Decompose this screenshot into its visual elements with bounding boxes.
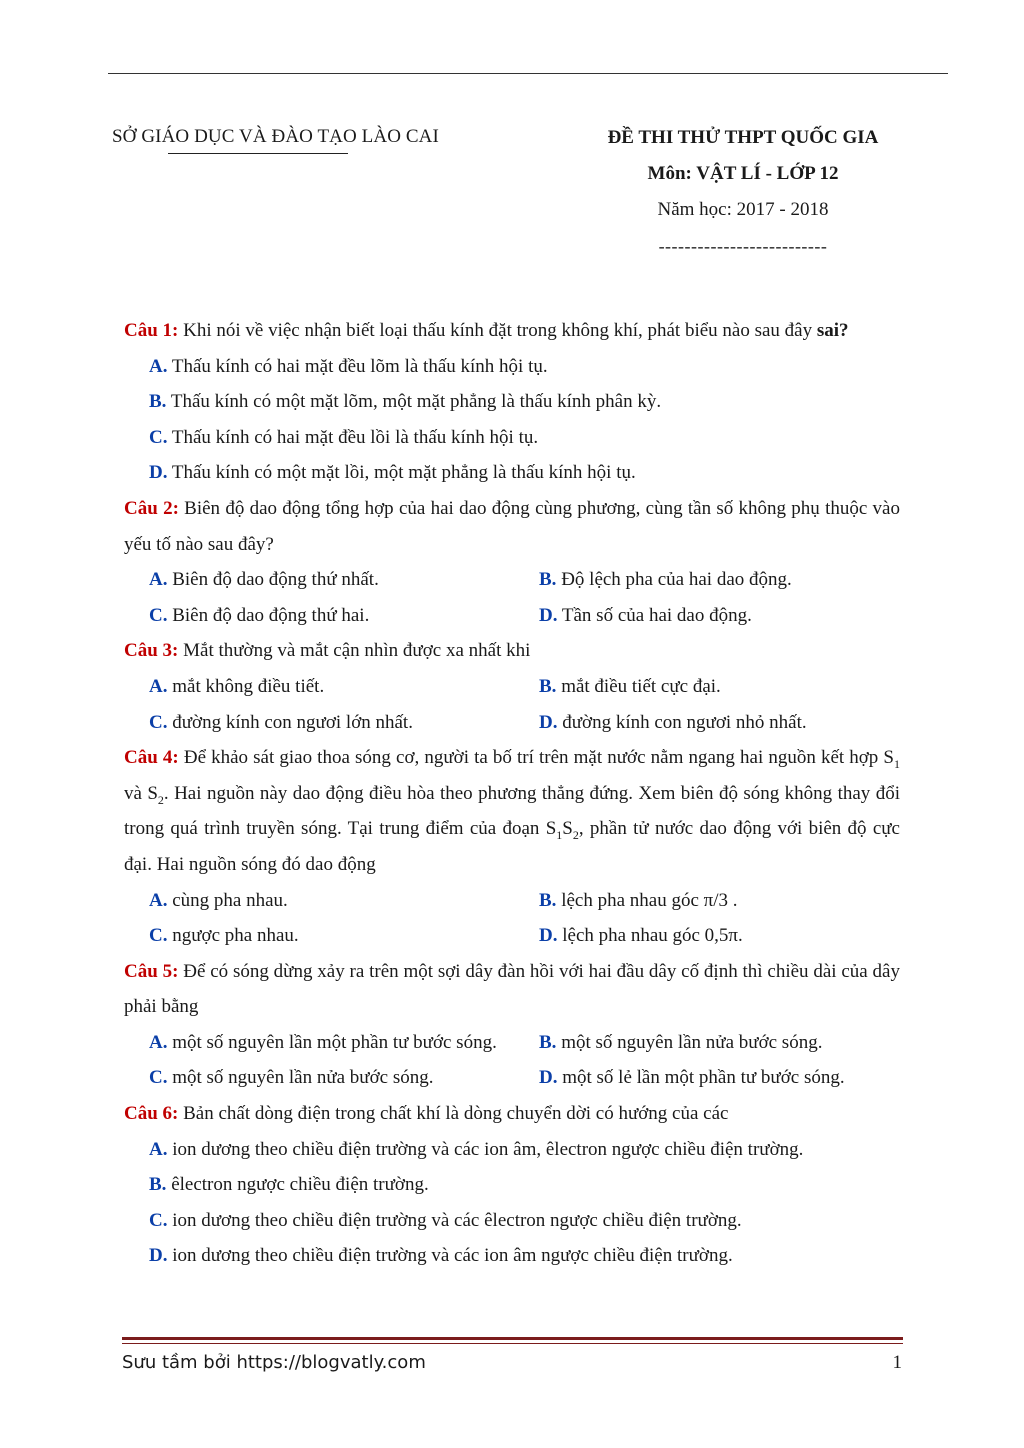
option-label: B. — [149, 1174, 167, 1196]
option-text: Thấu kính có hai mặt đều lõm là thấu kính hội tụ. — [167, 355, 548, 377]
question-text: , phần tử nước dao động với biên độ cực đại. Hai nguồn sóng đó dao động — [124, 818, 900, 875]
footer-source: Sưu tầm bởi https://blogvatly.com — [122, 1352, 426, 1373]
option-text: Thấu kính có một mặt lồi, một mặt phẳng là thấu kính hội tụ. — [167, 462, 636, 484]
option-label: B. — [539, 675, 557, 697]
option-6c — [124, 1203, 900, 1239]
option-1a — [124, 349, 900, 385]
option-label: B. — [539, 889, 557, 911]
question-label: Câu 1: — [124, 320, 179, 341]
option-text: Biên độ dao động thứ nhất. — [167, 569, 379, 591]
question-label: Câu 5: — [124, 960, 179, 982]
option-1b — [124, 384, 900, 420]
department-name: SỞ GIÁO DỤC VÀ ĐÀO TẠO LÀO CAI — [112, 126, 439, 147]
footer-rule-thick — [122, 1337, 903, 1340]
question-3 — [124, 633, 900, 669]
option-2a — [149, 562, 539, 598]
option-text: Thấu kính có hai mặt đều lồi là thấu kính hội tụ. — [167, 426, 539, 448]
option-2c — [149, 598, 539, 634]
option-label: D. — [539, 1067, 558, 1089]
exam-year: Năm học: 2017 - 2018 — [657, 199, 829, 220]
option-text: lệch pha nhau góc 0,5π. — [557, 925, 743, 947]
option-text: đường kính con ngươi lớn nhất. — [167, 711, 413, 733]
subscript: 2 — [157, 792, 164, 807]
option-label: A. — [149, 1138, 168, 1160]
option-text: một số nguyên lần nửa bước sóng. — [556, 1031, 823, 1053]
question-list — [124, 313, 900, 1274]
option-label: C. — [149, 711, 168, 733]
option-label: A. — [149, 569, 168, 591]
option-text: mắt không điều tiết. — [167, 675, 325, 697]
option-label: C. — [149, 1067, 168, 1089]
option-row — [124, 1060, 900, 1096]
question-label: Câu 3: — [124, 640, 179, 662]
question-text: Khi nói về việc nhận biết loại thấu kính đặt trong không khí, phát biểu nào sau đây — [178, 320, 817, 341]
option-label: B. — [539, 1031, 557, 1053]
option-3a — [149, 669, 539, 705]
option-text: mắt điều tiết cực đại. — [556, 675, 721, 697]
option-text: Độ lệch pha của hai dao động. — [556, 569, 792, 591]
question-6 — [124, 1096, 900, 1132]
option-text: một số lẻ lần một phần tư bước sóng. — [557, 1067, 845, 1089]
option-5d — [539, 1060, 845, 1096]
option-label: C. — [149, 426, 168, 448]
option-text: ion dương theo chiều điện trường và các ion âm, êlectron ngược chiều điện trường. — [167, 1138, 804, 1160]
question-label: Câu 2: — [124, 497, 179, 519]
option-4c — [149, 918, 539, 954]
option-1c — [124, 420, 900, 456]
question-2 — [124, 491, 900, 562]
option-label: D. — [539, 711, 558, 733]
option-text: cùng pha nhau. — [167, 889, 288, 911]
option-label: A. — [149, 1031, 168, 1053]
option-text: Biên độ dao động thứ hai. — [167, 604, 370, 626]
question-text: Để khảo sát giao thoa sóng cơ, người ta bố trí trên mặt nước nằm ngang hai nguồn kết hợp S — [178, 747, 894, 769]
option-text: ion dương theo chiều điện trường và các êlectron ngược chiều điện trường. — [167, 1209, 742, 1231]
option-label: A. — [149, 889, 168, 911]
option-label: A. — [149, 355, 168, 377]
option-label: A. — [149, 675, 168, 697]
option-label: B. — [539, 569, 557, 591]
exam-title: ĐỀ THI THỬ THPT QUỐC GIA — [607, 127, 879, 148]
option-text: êlectron ngược chiều điện trường. — [166, 1174, 429, 1196]
option-label: D. — [539, 925, 558, 947]
option-text: Tần số của hai dao động. — [557, 604, 752, 626]
option-label: D. — [149, 1245, 168, 1267]
question-text: S — [562, 818, 573, 840]
option-6a — [124, 1132, 900, 1168]
option-label: D. — [539, 604, 558, 626]
footer-rule-thin — [122, 1343, 903, 1344]
question-text: Mắt thường và mắt cận nhìn được xa nhất khi — [178, 640, 531, 662]
option-4b — [539, 883, 738, 919]
option-text: đường kính con ngươi nhỏ nhất. — [557, 711, 807, 733]
option-label: C. — [149, 1209, 168, 1231]
question-text: Bản chất dòng điện trong chất khí là dòng chuyển dời có hướng của các — [178, 1103, 729, 1125]
question-text: và S — [124, 782, 158, 804]
option-row — [124, 705, 900, 741]
option-row — [124, 918, 900, 954]
option-3d — [539, 705, 807, 741]
option-6d — [124, 1238, 900, 1274]
option-3c — [149, 705, 539, 741]
option-text: ion dương theo chiều điện trường và các ion âm ngược chiều điện trường. — [167, 1245, 733, 1267]
exam-subject: Môn: VẬT LÍ - LỚP 12 — [647, 163, 839, 184]
option-6b — [124, 1167, 900, 1203]
question-text: . Hai nguồn này dao động điều hòa theo phương thẳng đứng. Xem biên độ sóng không thay đổi trong quá trình truyền sóng. Tại trung điểm của đoạn S — [124, 782, 900, 840]
option-2d — [539, 598, 752, 634]
option-label: D. — [149, 462, 168, 484]
option-row — [124, 562, 900, 598]
question-label: Câu 4: — [124, 747, 179, 769]
option-1d — [124, 455, 900, 491]
option-label: C. — [149, 604, 168, 626]
question-emphasis: sai? — [816, 320, 849, 341]
option-text: một số nguyên lần một phần tư bước sóng. — [167, 1031, 497, 1053]
option-label: C. — [149, 925, 168, 947]
option-5c — [149, 1060, 539, 1096]
subscript: 2 — [572, 828, 579, 843]
question-text: Để có sóng dừng xảy ra trên một sợi dây đàn hồi với hai đầu dây cố định thì chiều dài của dây phải bằng — [124, 960, 900, 1018]
option-row — [124, 669, 900, 705]
option-text: Thấu kính có một mặt lõm, một mặt phẳng là thấu kính phân kỳ. — [166, 391, 662, 413]
option-5b — [539, 1025, 822, 1061]
subscript: 1 — [894, 756, 900, 771]
header-dashes: -------------------------- — [658, 236, 828, 256]
page-number: 1 — [892, 1352, 902, 1373]
department-underline — [168, 153, 348, 154]
option-3b — [539, 669, 721, 705]
question-1 — [124, 313, 900, 349]
option-label: B. — [149, 391, 167, 413]
subscript: 1 — [556, 828, 563, 843]
option-text: một số nguyên lần nửa bước sóng. — [167, 1067, 434, 1089]
question-4 — [124, 740, 900, 882]
question-5 — [124, 954, 900, 1025]
exam-header — [560, 126, 926, 256]
option-row — [124, 883, 900, 919]
question-text: Biên độ dao động tổng hợp của hai dao động cùng phương, cùng tần số không phụ thuộc vào yếu tố nào sau đây? — [124, 497, 900, 555]
option-5a — [149, 1025, 539, 1061]
option-text: lệch pha nhau góc π/3 . — [556, 889, 738, 911]
option-4a — [149, 883, 539, 919]
option-text: ngược pha nhau. — [167, 925, 299, 947]
option-4d — [539, 918, 743, 954]
top-rule — [108, 73, 948, 74]
option-row — [124, 598, 900, 634]
question-label: Câu 6: — [124, 1103, 179, 1125]
option-2b — [539, 562, 792, 598]
option-row — [124, 1025, 900, 1061]
